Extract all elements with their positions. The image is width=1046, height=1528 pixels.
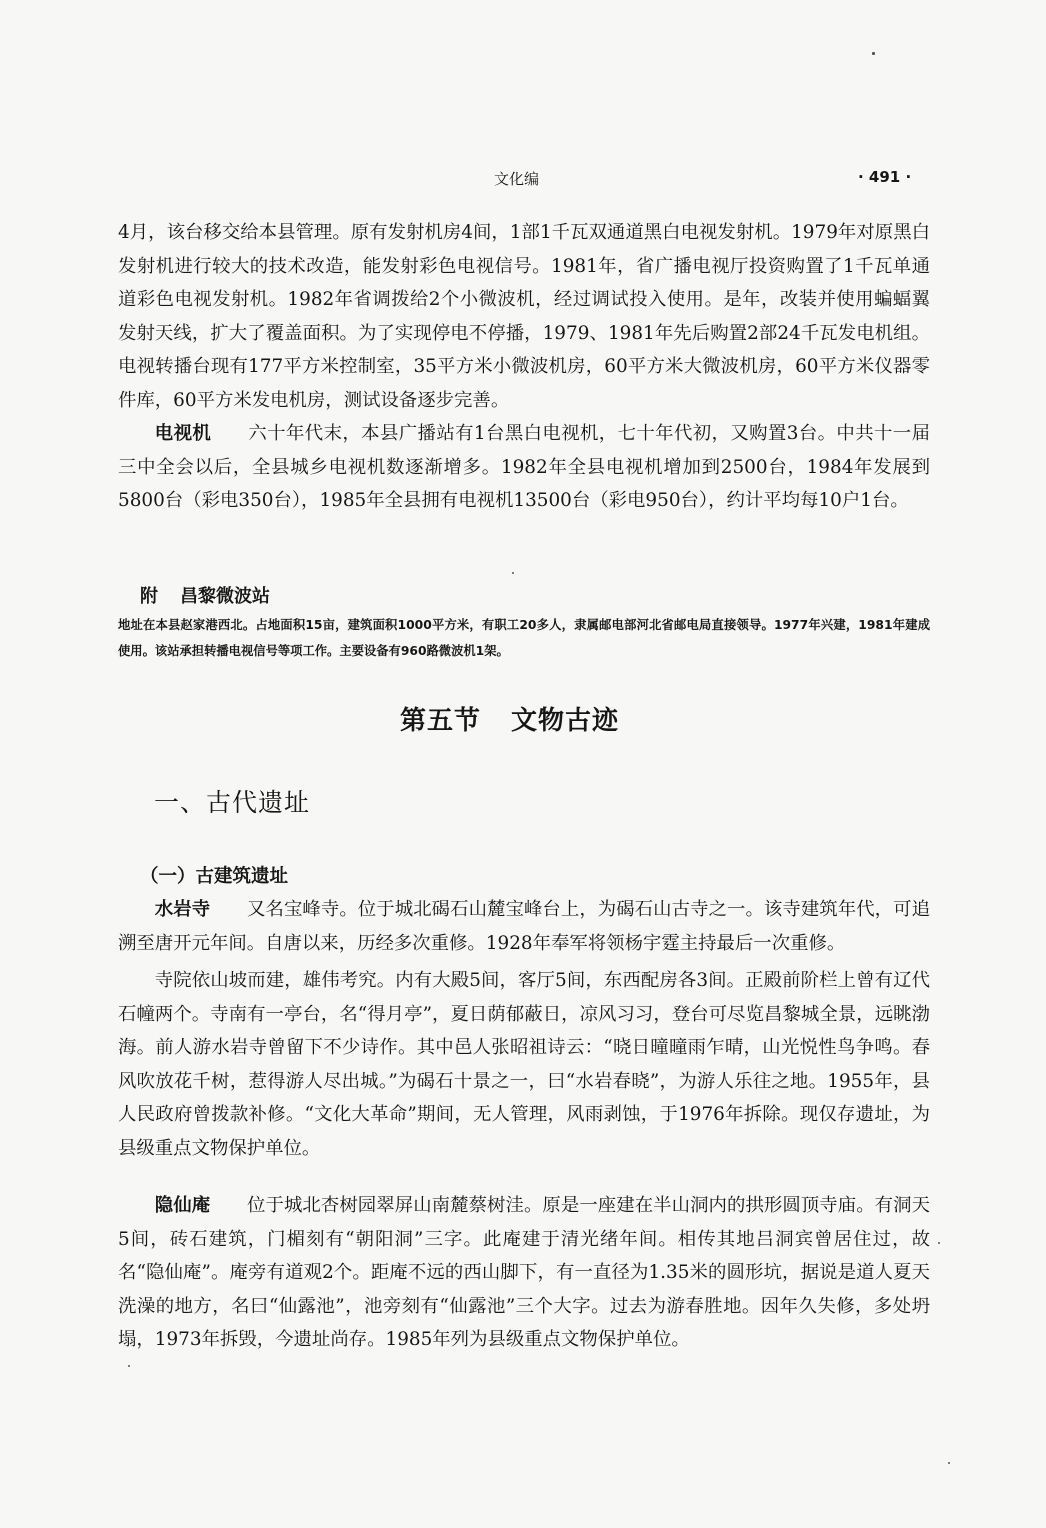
tv-paragraph — [118, 417, 930, 518]
scan-speck — [128, 1365, 130, 1367]
section-heading — [400, 700, 619, 737]
appendix-title — [140, 582, 270, 608]
appendix-title-text: 昌黎微波站 — [180, 586, 270, 607]
yinxian-temple-block — [118, 1189, 930, 1357]
appendix-label: 附 — [140, 586, 158, 607]
subsection-heading: 一、古代遗址 — [154, 788, 311, 817]
yinxian-text: 位于城北杏树园翠屏山南麓蔡树洼。原是一座建在半山洞内的拱形圆顶寺庙。有洞天5间，砖石建筑，门楣刻有“朝阳洞”三字。此庵建于清光绪年间。相传其地吕洞宾曾居住过，故名“隐仙庵”。庵旁有道观2个。距庵不远的西山脚下，有一直径为1.35米的圆形坑，据说是道人夏天洗澡的地方，名曰“仙露池”，池旁刻有“仙露池”三个大字。过去为游春胜地。因年久失修，多处坍塌，1973年拆毁，今遗址尚存。1985年列为县级重点文物保护单位。 — [118, 1195, 930, 1350]
shuiyan-paragraph-1 — [118, 893, 930, 960]
section-number: 第五节 — [400, 706, 482, 736]
shuiyan-term: 水岩寺 — [154, 899, 211, 920]
page-number: · 491 · — [858, 168, 912, 186]
yinxian-term: 隐仙庵 — [154, 1195, 211, 1216]
tv-term: 电视机 — [154, 423, 212, 444]
running-header-title: 文化编 — [494, 170, 540, 188]
section-title: 文物古迹 — [511, 706, 620, 736]
tv-paragraph-block — [118, 417, 930, 518]
sub-subsection-heading: （一）古建筑遗址 — [140, 866, 289, 887]
shuiyan-temple-block — [118, 893, 930, 1165]
yinxian-paragraph — [118, 1189, 930, 1357]
scan-speck — [512, 572, 514, 574]
intro-paragraph-block — [118, 216, 930, 417]
appendix-body — [118, 612, 930, 664]
tv-text: 六十年代末，本县广播站有1台黑白电视机，七十年代初，又购置3台。中共十一届三中全会以后，全县城乡电视机数逐渐增多。1982年全县电视机增加到2500台，1984年发展到5800台（彩电350台），1985年全县拥有电视机13500台（彩电950台），约计平均每10户1台。 — [118, 423, 930, 511]
intro-paragraph: 4月，该台移交给本县管理。原有发射机房4间，1部1千瓦双通道黑白电视发射机。1979年对原黑白发射机进行较大的技术改造，能发射彩色电视信号。1981年，省广播电视厅投资购置了1千瓦单通道彩色电视发射机。1982年省调拨给2个小微波机，经过调试投入使用。是年，改装并使用蝙蝠翼发射天线，扩大了覆盖面积。为了实现停电不停播，1979、1981年先后购置2部24千瓦发电机组。电视转播台现有177平方米控制室，35平方米小微波机房，60平方米大微波机房，60平方米仪器零件库，60平方米发电机房，测试设备逐步完善。 — [118, 222, 930, 411]
appendix-text: 地址在本县赵家港西北。占地面积15亩，建筑面积1000平方米，有职工20多人，隶属邮电部河北省邮电局直接领导。1977年兴建，1981年建成使用。该站承担转播电视信号等项工作。主要设备有960路微波机1架。 — [118, 618, 930, 658]
scan-speck — [938, 1242, 940, 1244]
scan-speck — [948, 1462, 950, 1464]
shuiyan-text: 又名宝峰寺。位于城北碣石山麓宝峰台上，为碣石山古寺之一。该寺建筑年代，可追溯至唐开元年间。自唐以来，历经多次重修。1928年奉军将领杨宇霆主持最后一次重修。 — [118, 899, 930, 954]
scan-speck — [872, 52, 875, 55]
shuiyan-paragraph-2: 寺院依山坡而建，雄伟考究。内有大殿5间，客厅5间，东西配房各3间。正殿前阶栏上曾有辽代石幢两个。寺南有一亭台，名“得月亭”，夏日荫郁蔽日，凉风习习，登台可尽览昌黎城全景，远眺渤海。前人游水岩寺曾留下不少诗作。其中邑人张昭祖诗云：“晓日曈曈雨乍晴，山光悦性鸟争鸣。春风吹放花千树，惹得游人尽出城。”为碣石十景之一，曰“水岩春晓”，为游人乐往之地。1955年，县人民政府曾拨款补修。“文化大革命”期间，无人管理，风雨剥蚀，于1976年拆除。现仅存遗址，为县级重点文物保护单位。 — [118, 970, 930, 1159]
